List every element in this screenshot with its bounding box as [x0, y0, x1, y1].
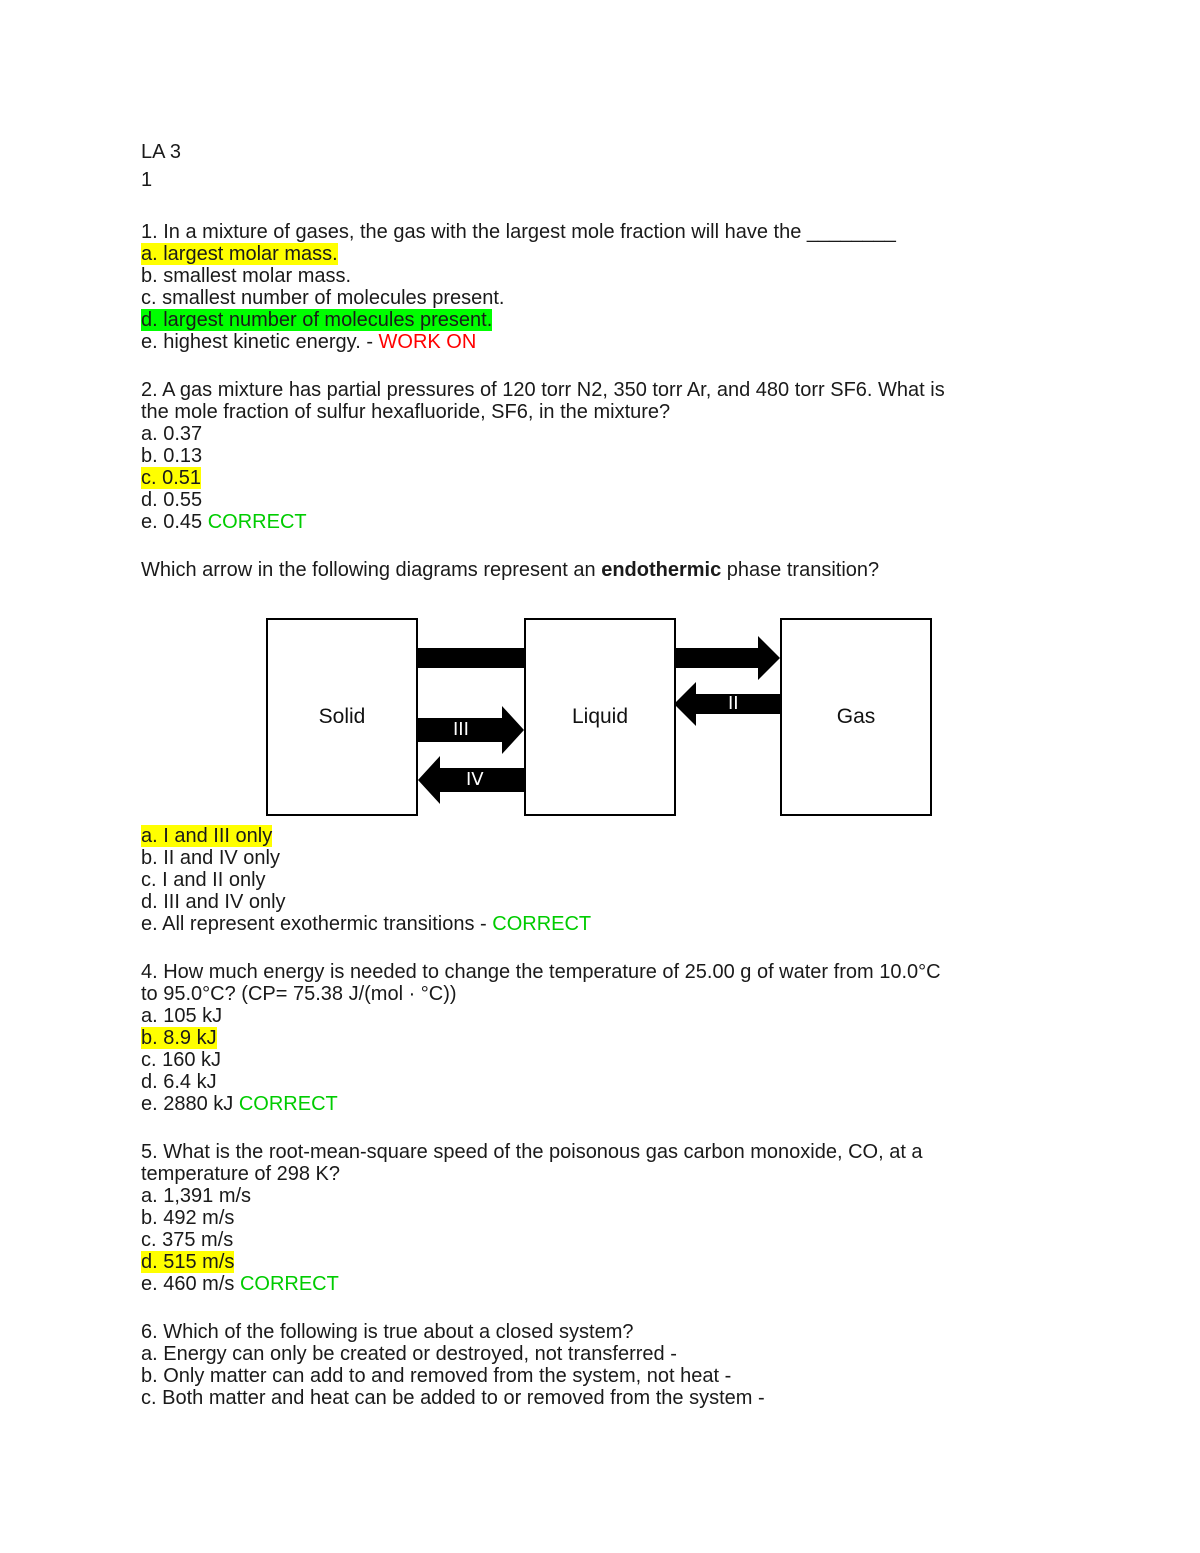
- arrow-ii-icon: [674, 682, 780, 726]
- q2-option-d: d. 0.55: [141, 489, 203, 511]
- q4-question-line1: 4. How much energy is needed to change the temperature of 25.00 g of water from 10.0°C: [141, 961, 941, 983]
- page-number: 1: [141, 169, 153, 191]
- phase-diagram: [266, 618, 934, 816]
- q4-status: CORRECT: [238, 1093, 338, 1115]
- q4-question-line2: to 95.0°C? (CP= 75.38 J/(mol · °C)): [141, 983, 457, 1005]
- liquid-box: Liquid: [524, 618, 676, 816]
- q5-option-b: b. 492 m/s: [141, 1207, 235, 1229]
- q5-option-a: a. 1,391 m/s: [141, 1185, 252, 1207]
- q6-option-c: c. Both matter and heat can be added to or removed from the system -: [141, 1387, 765, 1409]
- q4-option-d: d. 6.4 kJ: [141, 1071, 217, 1093]
- q5-option-c: c. 375 m/s: [141, 1229, 234, 1251]
- q6-question: 6. Which of the following is true about a closed system?: [141, 1321, 634, 1343]
- q3-option-e: e. All represent exothermic transitions -: [141, 913, 493, 935]
- q3-option-d: d. III and IV only: [141, 891, 286, 913]
- q3-option-b: b. II and IV only: [141, 847, 280, 869]
- q2-status: CORRECT: [207, 511, 307, 533]
- q6-option-a: a. Energy can only be created or destroyed, not transferred -: [141, 1343, 677, 1365]
- q6-option-b: b. Only matter can add to and removed from the system, not heat -: [141, 1365, 732, 1387]
- q2-question-line1: 2. A gas mixture has partial pressures of 120 torr N2, 350 torr Ar, and 480 torr SF6. What is: [141, 379, 945, 401]
- arrow-iii-label: III: [453, 719, 469, 740]
- q4-option-c: c. 160 kJ: [141, 1049, 222, 1071]
- q5-status: CORRECT: [239, 1273, 339, 1295]
- q5-question-line2: temperature of 298 K?: [141, 1163, 341, 1185]
- arrow-i-label: I: [589, 647, 595, 668]
- q1-option-d: d. largest number of molecules present.: [141, 309, 493, 331]
- arrow-iv-label: IV: [466, 769, 484, 790]
- arrow-iii-icon: [418, 706, 524, 754]
- q5-option-d: d. 515 m/s: [141, 1251, 235, 1273]
- q2-option-b: b. 0.13: [141, 445, 203, 467]
- q3-status: CORRECT: [492, 913, 592, 935]
- q3-option-a: a. I and III only: [141, 825, 273, 847]
- gas-box: Gas: [780, 618, 932, 816]
- q3-option-c: c. I and II only: [141, 869, 266, 891]
- q4-option-b: b. 8.9 kJ: [141, 1027, 217, 1049]
- q4-option-a: a. 105 kJ: [141, 1005, 223, 1027]
- doc-title: LA 3: [141, 141, 182, 163]
- q3-bold-term: endothermic: [601, 559, 722, 581]
- q1-option-c: c. smallest number of molecules present.: [141, 287, 505, 309]
- q3-question: Which arrow in the following diagrams represent an endothermic phase transition?: [141, 559, 880, 581]
- q2-option-a: a. 0.37: [141, 423, 203, 445]
- q1-option-e: e. highest kinetic energy. -: [141, 331, 379, 353]
- q1-option-b: b. smallest molar mass.: [141, 265, 352, 287]
- q1-status: WORK ON: [378, 331, 477, 353]
- q2-option-e: e. 0.45: [141, 511, 208, 533]
- solid-box: Solid: [266, 618, 418, 816]
- q2-question-line2: the mole fraction of sulfur hexafluoride, SF6, in the mixture?: [141, 401, 671, 423]
- q5-question-line1: 5. What is the root-mean-square speed of the poisonous gas carbon monoxide, CO, at a: [141, 1141, 923, 1163]
- q1-option-a: a. largest molar mass.: [141, 243, 338, 265]
- q2-option-c: c. 0.51: [141, 467, 202, 489]
- q1-question: 1. In a mixture of gases, the gas with the largest mole fraction will have the ________: [141, 221, 896, 243]
- q5-option-e: e. 460 m/s: [141, 1273, 240, 1295]
- arrow-ii-label: II: [728, 693, 739, 714]
- q4-option-e: e. 2880 kJ: [141, 1093, 239, 1115]
